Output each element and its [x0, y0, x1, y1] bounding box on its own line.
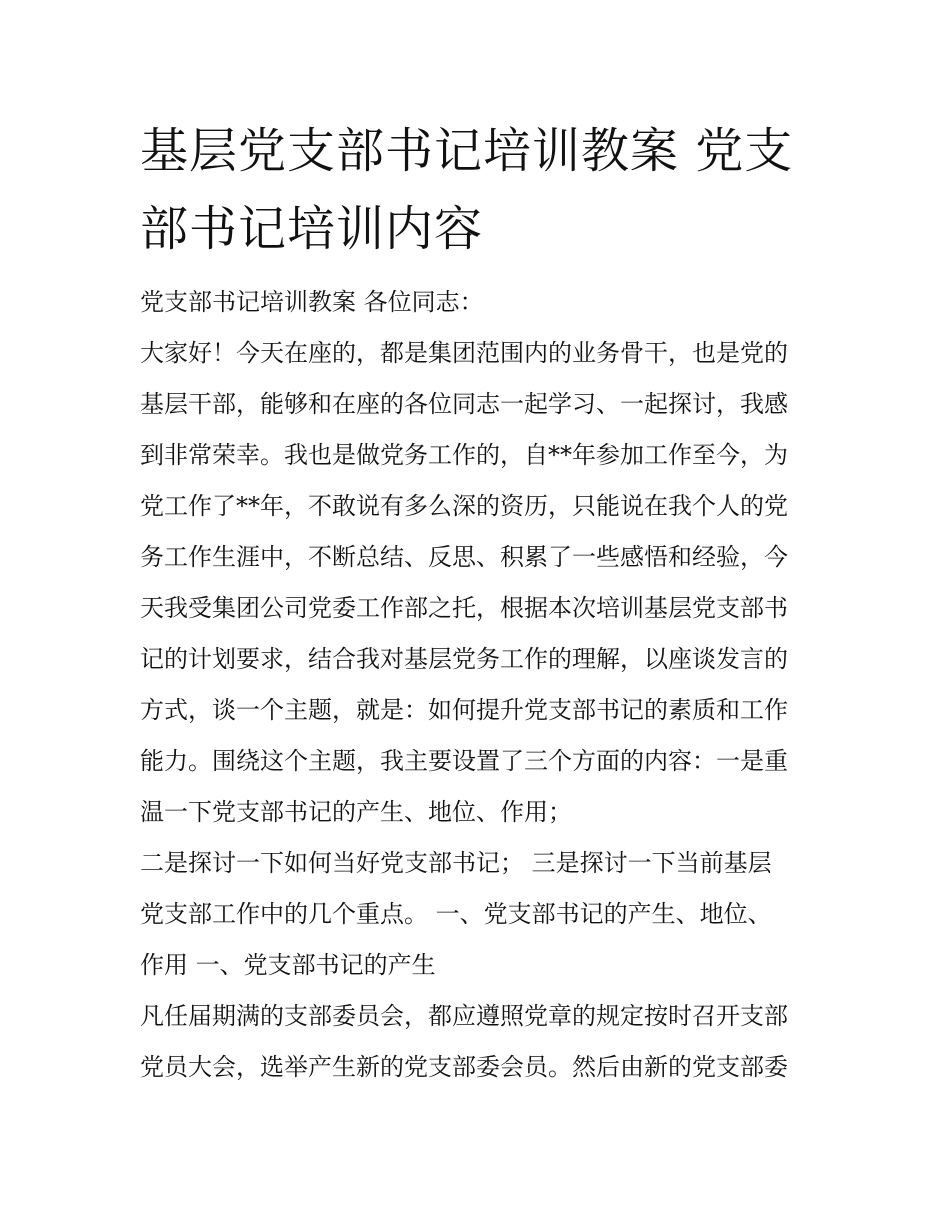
title-line: 部书记培训内容: [140, 201, 484, 257]
paragraph-outline: [140, 838, 812, 991]
text-line: 温一下党支部书记的产生、地位、作用；: [140, 798, 572, 826]
title-line: 基层党支部书记培训教案 党支: [140, 123, 794, 179]
text-line: 党支部工作中的几个重点。 一、党支部书记的产生、地位、: [140, 900, 772, 928]
text-line: 到非常荣幸。我也是做党务工作的，自**年参加工作至今，为: [140, 441, 788, 469]
text-line: 凡任届期满的支部委员会，都应遵照党章的规定按时召开支部: [140, 1002, 788, 1030]
text-line: 二是探讨一下如何当好党支部书记； 三是探讨一下当前基层: [140, 849, 772, 877]
paragraph-intro: [140, 328, 812, 838]
paragraph-greeting: [140, 277, 812, 328]
text-line: 基层干部，能够和在座的各位同志一起学习、一起探讨，我感: [140, 390, 788, 418]
text-line: 大家好！今天在座的，都是集团范围内的业务骨干，也是党的: [140, 339, 788, 367]
text-line: 记的计划要求，结合我对基层党务工作的理解，以座谈发言的: [140, 645, 788, 673]
text-line: 能力。围绕这个主题，我主要设置了三个方面的内容：一是重: [140, 747, 788, 775]
text-line: 党员大会，选举产生新的党支部委会员。然后由新的党支部委: [140, 1053, 788, 1081]
text-line: 务工作生涯中，不断总结、反思、积累了一些感悟和经验，今: [140, 543, 788, 571]
text-line: 天我受集团公司党委工作部之托，根据本次培训基层党支部书: [140, 594, 788, 622]
document-title: [140, 112, 820, 268]
text-line: 党支部书记培训教案 各位同志：: [140, 288, 484, 316]
text-line: 党工作了**年，不敢说有多么深的资历，只能说在我个人的党: [140, 492, 788, 520]
paragraph-election: [140, 991, 812, 1093]
text-line: 方式，谈一个主题，就是：如何提升党支部书记的素质和工作: [140, 696, 788, 724]
text-line: 作用 一、党支部书记的产生: [140, 951, 436, 979]
document-body: [140, 277, 812, 1093]
